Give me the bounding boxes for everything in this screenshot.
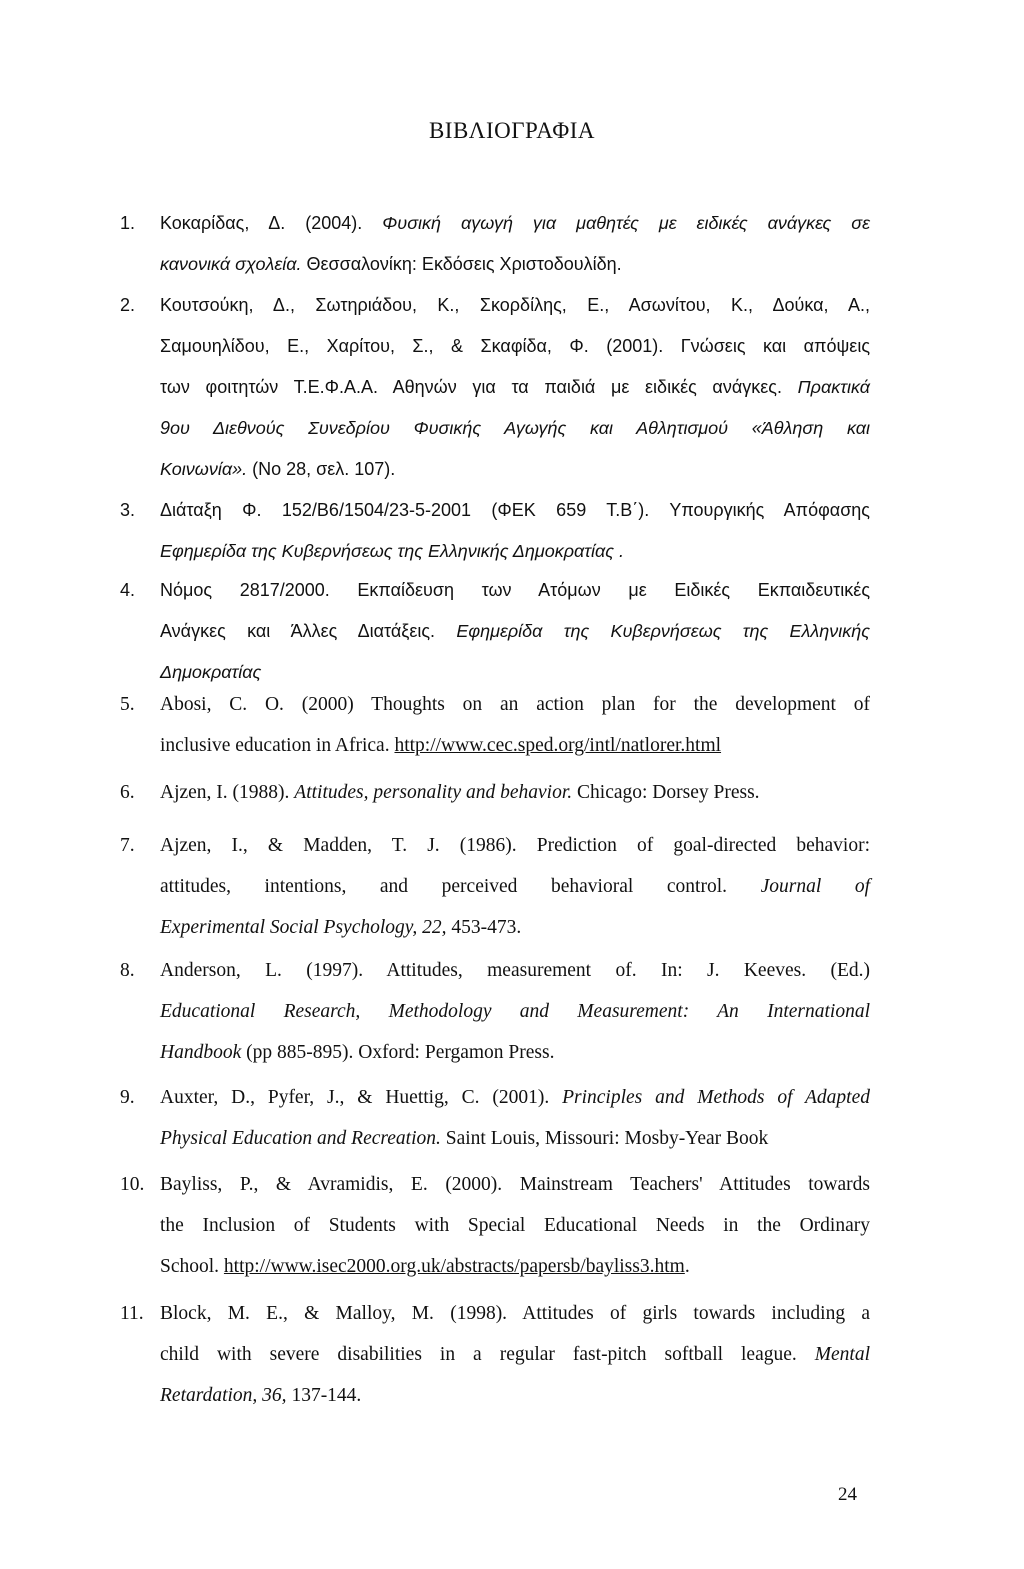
ref-text: Ανάγκες και Άλλες Διατάξεις. — [160, 621, 457, 641]
ref-title: Mental — [814, 1344, 870, 1365]
ref-title: Physical Education and Recreation. — [160, 1128, 441, 1149]
ref-title: Πρακτικά — [797, 377, 870, 397]
reference-item — [120, 1077, 870, 1159]
ref-text: Θεσσαλονίκη: Εκδόσεις Χριστοδουλίδη. — [301, 254, 622, 274]
ref-title: Εφημερίδα της Κυβερνήσεως της Ελληνικής — [456, 621, 871, 641]
reference-item — [120, 950, 870, 1073]
ref-title: Κοινωνία». — [160, 459, 248, 479]
ref-title: Handbook — [160, 1042, 242, 1063]
ref-text: (Νο 28, σελ. 107). — [247, 459, 396, 479]
ref-text: attitudes, intentions, and perceived behavioral control. — [160, 876, 761, 897]
ref-title: Φυσική αγωγή για μαθητές με ειδικές ανάγκες σε — [382, 213, 871, 233]
reference-number: 3. — [120, 500, 136, 520]
reference-item — [120, 490, 870, 572]
ref-text: (pp 885-895). Oxford: Pergamon Press. — [241, 1042, 555, 1063]
ref-text: Διάταξη Φ. 152/Β6/1504/23-5-2001 (ΦΕΚ 659 Τ.Β΄). Υπουργικής Απόφασης — [160, 500, 870, 520]
ref-text: Abosi, C. O. (2000) Thoughts on an action plan for the development of — [160, 694, 870, 715]
reference-item — [120, 1293, 870, 1416]
ref-text: . — [684, 1256, 690, 1277]
ref-title: Δημοκρατίας — [160, 662, 262, 682]
ref-text: the Inclusion of Students with Special Educational Needs in the Ordinary — [160, 1215, 870, 1236]
page-number: 24 — [838, 1484, 857, 1505]
reference-item — [120, 772, 870, 813]
ref-text: School. — [160, 1256, 224, 1277]
reference-number: 10. — [120, 1174, 145, 1195]
reference-number: 7. — [120, 835, 135, 856]
reference-link[interactable]: http://www.isec2000.org.uk/abstracts/papersb/bayliss3.htm — [223, 1256, 685, 1277]
reference-item — [120, 1164, 870, 1287]
reference-item — [120, 684, 870, 766]
reference-number: 6. — [120, 782, 135, 803]
ref-text: child with severe disabilities in a regular fast-pitch softball league. — [160, 1344, 815, 1365]
ref-title: Εφημερίδα της Κυβερνήσεως της Ελληνικής Δημοκρατίας . — [160, 541, 625, 561]
reference-number: 1. — [120, 213, 136, 233]
reference-number: 9. — [120, 1087, 135, 1108]
ref-title: κανονικά σχολεία. — [160, 254, 302, 274]
ref-text: Κοκαρίδας, Δ. (2004). — [160, 213, 383, 233]
ref-text: Saint Louis, Missouri: Mosby-Year Book — [440, 1128, 769, 1149]
ref-title: Attitudes, personality and behavior. — [294, 782, 573, 803]
ref-title: Retardation, 36, — [160, 1385, 287, 1406]
ref-text: 453-473. — [446, 917, 522, 938]
page-title: ΒΙΒΛΙΟΓΡΑΦΙΑ — [428, 118, 596, 143]
reference-item — [120, 570, 870, 693]
reference-number: 4. — [120, 580, 136, 600]
reference-item — [120, 203, 870, 285]
reference-item — [120, 285, 870, 490]
ref-title: Principles and Methods of Adapted — [562, 1087, 871, 1108]
ref-text: inclusive education in Africa. — [160, 735, 395, 756]
ref-text: Chicago: Dorsey Press. — [572, 782, 760, 803]
reference-number: 11. — [120, 1303, 144, 1324]
ref-text: Ajzen, I., & Madden, T. J. (1986). Prediction of goal-directed behavior: — [160, 835, 870, 856]
ref-text: Block, M. E., & Malloy, M. (1998). Attitudes of girls towards including a — [160, 1303, 870, 1324]
ref-title: Educational Research, Methodology and Measurement: An International — [160, 1001, 870, 1022]
reference-item — [120, 825, 870, 948]
reference-number: 2. — [120, 295, 136, 315]
reference-link[interactable]: http://www.cec.sped.org/intl/natlorer.html — [394, 735, 722, 756]
ref-title: Experimental Social Psychology, 22, — [160, 917, 447, 938]
reference-number: 5. — [120, 694, 135, 715]
ref-text: των φοιτητών Τ.Ε.Φ.Α.Α. Αθηνών για τα παιδιά με ειδικές ανάγκες. — [160, 377, 798, 397]
ref-text: Ajzen, I. (1988). — [160, 782, 295, 803]
ref-title: Journal of — [760, 876, 870, 897]
reference-number: 8. — [120, 960, 135, 981]
ref-text: 137-144. — [286, 1385, 362, 1406]
ref-title: 9ου Διεθνούς Συνεδρίου Φυσικής Αγωγής και Αθλητισμού «Άθληση και — [160, 418, 870, 438]
ref-text: Auxter, D., Pyfer, J., & Huettig, C. (2001). — [160, 1087, 563, 1108]
ref-text: Νόμος 2817/2000. Εκπαίδευση των Ατόμων με Ειδικές Εκπαιδευτικές — [160, 580, 870, 600]
ref-text: Anderson, L. (1997). Attitudes, measurement of. In: J. Keeves. (Ed.) — [160, 960, 870, 981]
ref-text: Κουτσούκη, Δ., Σωτηριάδου, Κ., Σκορδίλης, Ε., Ασωνίτου, Κ., Δούκα, Α., — [160, 295, 870, 315]
ref-text: Bayliss, P., & Avramidis, E. (2000). Mainstream Teachers' Attitudes towards — [160, 1174, 870, 1195]
ref-text: Σαμουηλίδου, Ε., Χαρίτου, Σ., & Σκαφίδα, Φ. (2001). Γνώσεις και απόψεις — [160, 336, 870, 356]
